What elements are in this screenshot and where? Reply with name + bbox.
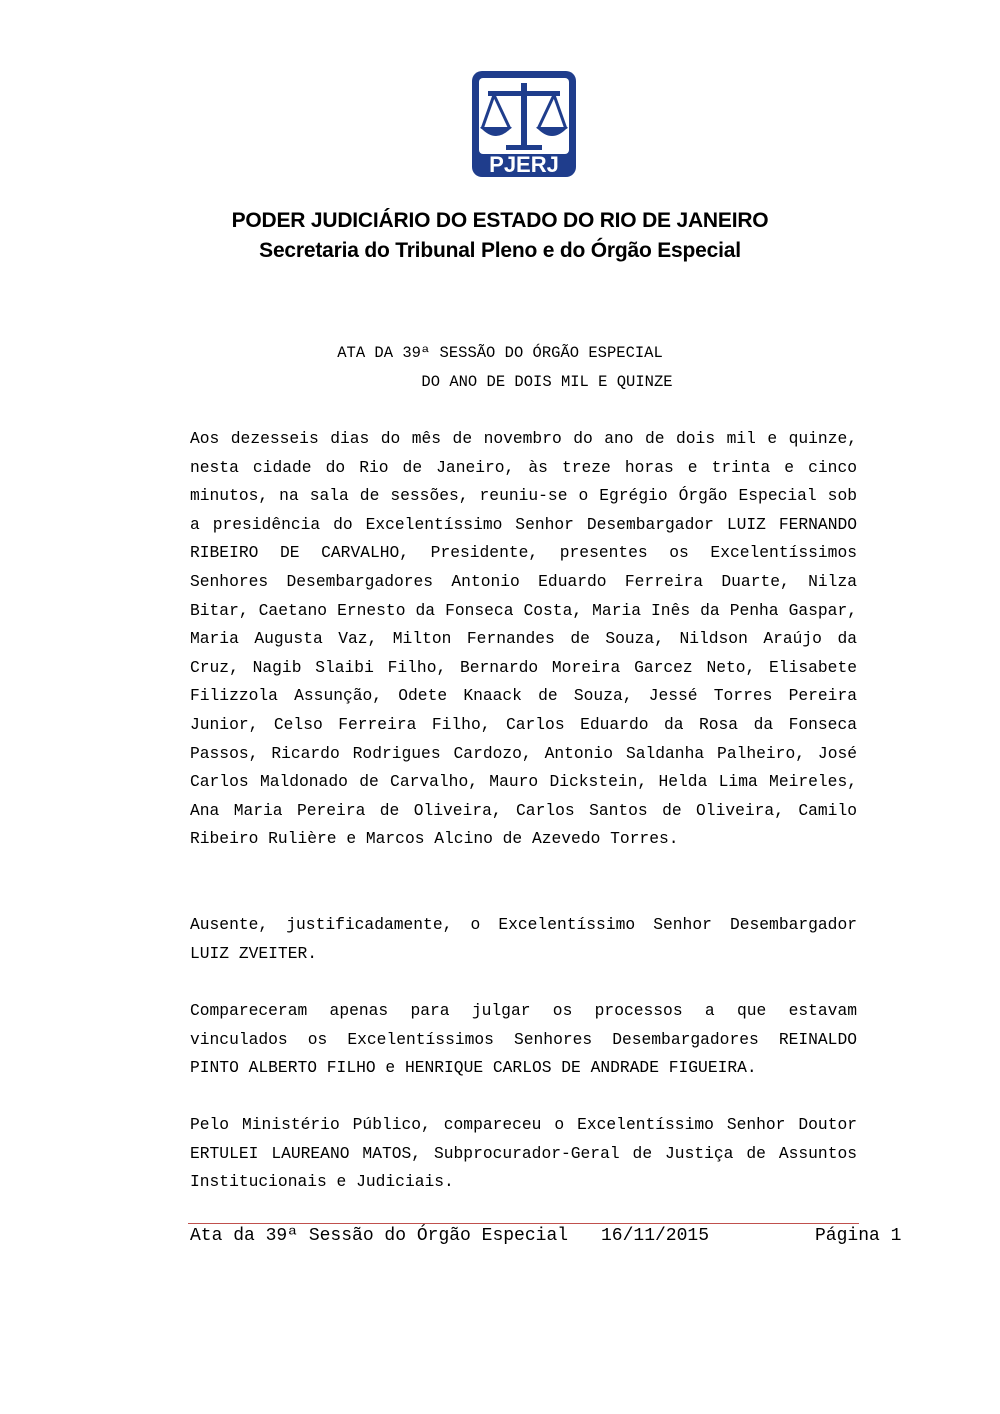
- footer-label: Ata da 39ª Sessão do Órgão Especial: [190, 1226, 569, 1246]
- paragraph-absence: Ausente, justificadamente, o Excelentíssimo Senhor Desembargador LUIZ ZVEITER.: [190, 915, 857, 963]
- footer-page-number: Página 1: [815, 1226, 902, 1246]
- header-secretariat: Secretaria do Tribunal Pleno e do Órgão Especial: [259, 239, 741, 262]
- paragraph-public-ministry: Pelo Ministério Público, compareceu o Excelentíssimo Senhor Doutor ERTULEI LAUREANO MATOS, Subprocurador-Geral de Justiça de Assuntos Institucionais e Judiciais.: [190, 1115, 857, 1192]
- header-court-name: PODER JUDICIÁRIO DO ESTADO DO RIO DE JANEIRO: [231, 209, 769, 232]
- footer-divider: [188, 1223, 859, 1224]
- paragraph-judging-only: Compareceram apenas para julgar os processos a que estavam vinculados os Excelentíssimos Senhores Desembargadores REINALDO PINTO ALBERTO FILHO e HENRIQUE CARLOS DE ANDRADE FIGUEIRA.: [190, 1001, 857, 1078]
- footer-date: 16/11/2015: [601, 1226, 710, 1246]
- pjerj-scales-logo-icon: [470, 69, 578, 179]
- document-title-line2: DO ANO DE DOIS MIL E QUINZE: [421, 373, 673, 391]
- document-title-line1: ATA DA 39ª SESSÃO DO ÓRGÃO ESPECIAL: [337, 344, 663, 362]
- logo-text: PJERJ: [489, 152, 559, 177]
- paragraph-attendance: Aos dezesseis dias do mês de novembro do ano de dois mil e quinze, nesta cidade do Rio de Janeiro, às treze horas e trinta e cinco minutos, na sala de sessões, reuniu-se o Egrégio Órgão Especial sob a presidência do Excelentíssimo Senhor Desembargador LUIZ FERNANDO RIBEIRO DE CARVALHO, Presidente, presentes os Excelentíssimos Senhores Desembargadores Antonio Eduardo Ferreira Duarte, Nilza Bitar, Caetano Ernesto da Fonseca Costa, Maria Inês da Penha Gaspar, Maria Augusta Vaz, Milton Fernandes de Souza, Nildson Araújo da Cruz, Nagib Slaibi Filho, Bernardo Moreira Garcez Neto, Elisabete Filizzola Assunção, Odete Knaack de Souza, Jessé Torres Pereira Junior, Celso Ferreira Filho, Carlos Eduardo da Rosa da Fonseca Passos, Ricardo Rodrigues Cardozo, Antonio Saldanha Palheiro, José Carlos Maldonado de Carvalho, Mauro Dickstein, Helda Lima Meireles, Ana Maria Pereira de Oliveira, Carlos Santos de Oliveira, Camilo Ribeiro Rulière e Marcos Alcino de Azevedo Torres.: [190, 429, 857, 849]
